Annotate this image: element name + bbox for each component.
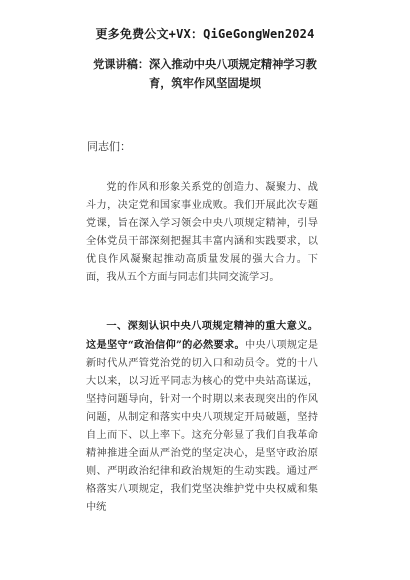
document-header: 更多免费公文+VX：QiGeGongWen2024 xyxy=(95,27,315,41)
section-heading: 一、深刻认识中央八项规定精神的重大意义。这是坚守“政治信仰”的必然要求。 xyxy=(86,320,318,351)
paragraph-intro xyxy=(86,179,318,287)
document-title: 党课讲稿：深入推动中央八项规定精神学习教育，筑牢作风坚固堤坝 xyxy=(93,57,317,90)
paragraph-text: 党的作风和形象关系党的创造力、凝聚力、战斗力，决定党和国家事业成败。我们开展此次专题党课，旨在深入学习领会中央八项规定精神，引导全体党员干部深刻把握其丰富内涵和实践要求，以优良作风凝聚起推动高质量发展的强大合力。下面，我从五个方面与同志们共同交流学习。 xyxy=(86,182,318,283)
paragraph-section-1 xyxy=(86,317,318,517)
greeting: 同志们： xyxy=(87,140,131,153)
paragraph-text: 中央八项规定是新时代从严管党治党的切入口和动员令。党的十八大以来，以习近平同志为核心的党中央站高谋远，坚持问题导向，针对一个时期以来表现突出的作风问题，从制定和落实中央八项规定开局破题，坚持自上而下、以上率下。这充分彰显了我们自我革命精神推进全面从严治党的坚定决心，是坚守政治原则、严明政治纪律和政治规矩的生动实践。通过严格落实八项规定，我们党坚决维护党中央权威和集中统 xyxy=(86,340,319,513)
